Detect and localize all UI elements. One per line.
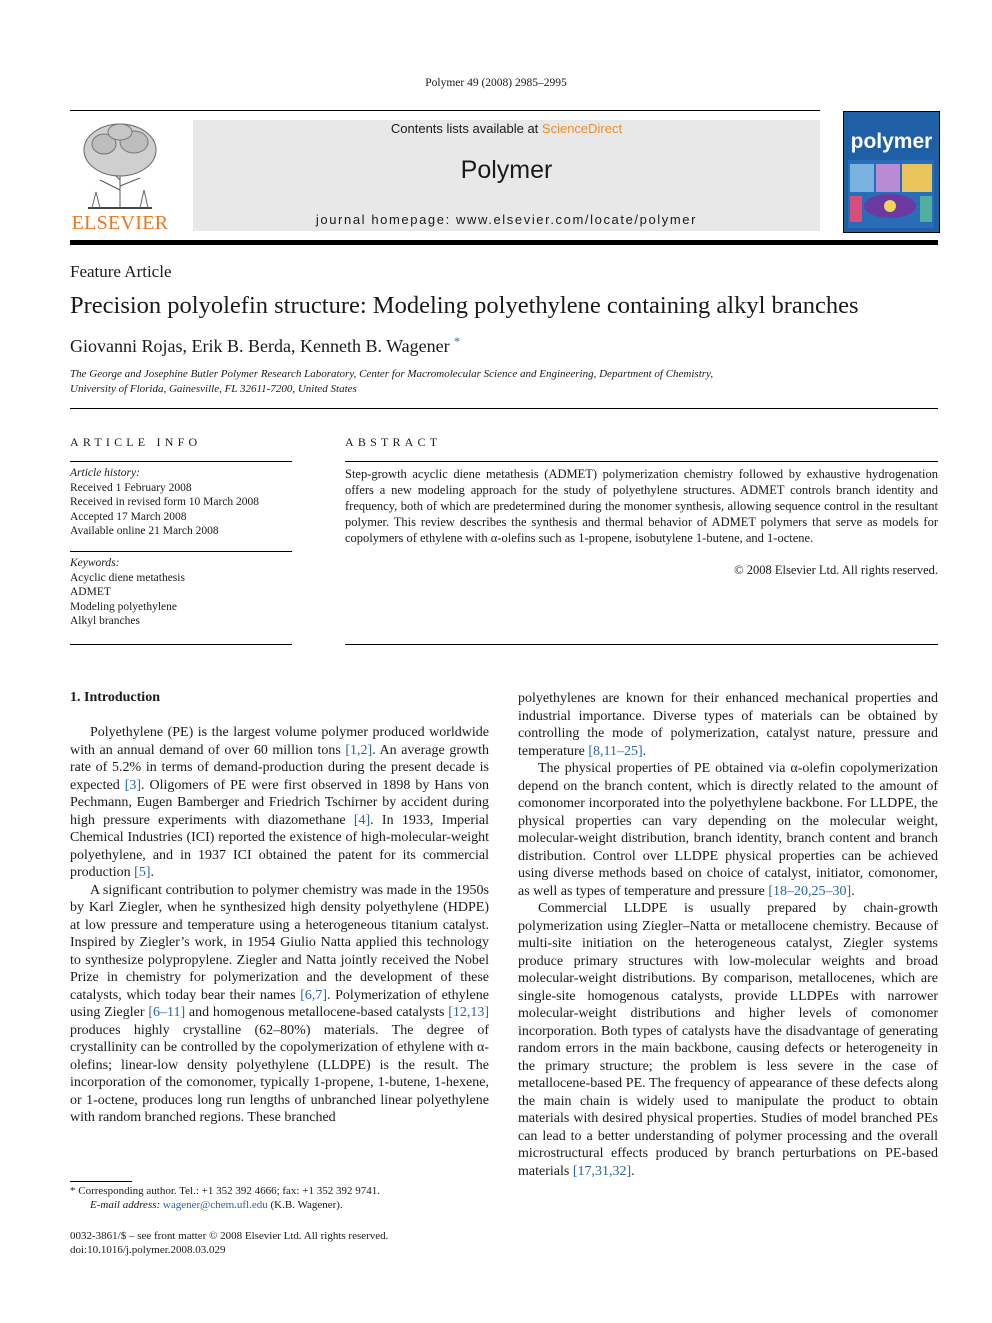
footnote-rule xyxy=(70,1181,132,1182)
abstract-heading: ABSTRACT xyxy=(345,435,442,449)
body-text: polyethylenes are known for their enhanced mechanical properties and industrial importance. Diverse types of materials can be obtained by controlling the mode of polymerization, catalyst nature, pressure and temperature xyxy=(518,691,938,759)
footnote-mark: * xyxy=(70,1185,76,1197)
reference-link[interactable]: [1,2] xyxy=(345,742,373,758)
article-info-heading: ARTICLE INFO xyxy=(70,435,202,449)
keywords xyxy=(70,556,292,629)
body-text: A significant contribution to polymer chemistry was made in the 1950s by Karl Ziegler, when he synthesized high density polyethylene (HDPE) at low pressure and temperature using a heterogeneous titanium catalyst. Inspired by Ziegler’s work, in 1954 Giulio Natta applied this technology to synthesize polypropylene. Ziegler and Natta jointly received the Nobel Prize in chemistry for polymerization and the development of these catalysts, which today bear their names xyxy=(70,882,489,1003)
history-label: Article history: xyxy=(70,467,140,479)
reference-link[interactable]: [3] xyxy=(124,777,142,793)
abstract-rule-bottom xyxy=(345,644,938,645)
body-text: . xyxy=(631,1163,635,1179)
article-info-rule-bottom xyxy=(70,644,292,645)
authors-text: Giovanni Rojas, Erik B. Berda, Kenneth B. Wagener xyxy=(70,336,450,356)
section-heading-introduction: 1. Introduction xyxy=(70,690,160,705)
history-item: Received 1 February 2008 xyxy=(70,481,192,494)
affiliation xyxy=(70,367,830,396)
cover-artwork-icon xyxy=(848,160,934,228)
keyword-item: Alkyl branches xyxy=(70,615,140,627)
reference-link[interactable]: [6,7] xyxy=(300,987,328,1003)
affiliation-line-2: University of Florida, Gainesville, FL 32611-7200, United States xyxy=(70,382,357,395)
reference-link[interactable]: [17,31,32] xyxy=(572,1163,632,1179)
reference-link[interactable]: [5] xyxy=(134,865,151,880)
body-text: . xyxy=(851,883,855,899)
body-text: produces highly crystalline (62–80%) materials. The degree of crystallinity can be controlled by the copolymerization of ethylene with α-olefins; linear-low density polyethylene (LLDPE) is the result. The incorporation of the comonomer, typically 1-propene, 1-butene, 1-hexene, or 1-octene, produces long run lengths of unbranched linear polyethylene with random branched regions. These branched xyxy=(70,1022,489,1125)
corresponding-author-mark[interactable]: * xyxy=(454,334,461,348)
keywords-label: Keywords: xyxy=(70,557,120,569)
body-paragraph xyxy=(70,882,489,1127)
history-item: Received in revised form 10 March 2008 xyxy=(70,496,260,508)
keyword-item: Acyclic diene metathesis xyxy=(70,571,185,584)
reference-link[interactable]: [6–11] xyxy=(148,1005,186,1020)
journal-cover-image[interactable] xyxy=(843,111,940,233)
section-rule xyxy=(70,408,938,409)
body-text: . xyxy=(642,743,647,759)
email-suffix: (K.B. Wagener). xyxy=(267,1199,343,1211)
doi-line[interactable]: doi:10.1016/j.polymer.2008.03.029 xyxy=(70,1244,226,1256)
body-text: . An average growth rate of 5.2% in terms of demand-production during the present decade is expected xyxy=(70,742,489,793)
article-type: Feature Article xyxy=(70,262,172,281)
issn-line: 0032-3861/$ – see front matter © 2008 Elsevier Ltd. All rights reserved. xyxy=(70,1230,389,1242)
body-paragraph xyxy=(70,724,489,882)
contents-prefix: Contents lists available at xyxy=(390,121,542,136)
body-text: Commercial LLDPE is usually prepared by chain-growth polymerization using Ziegler–Natta or metallocene chemistry. Because of multi-site initiation on the heterogeneous catalyst, Ziegler systems produce primary structures with low-molecular weights and broad molecular-weight distributions. By comparison, metallocenes, which are single-site homogenous catalysts, provide LLDPEs with narrower molecular-weight distributions and higher levels of comonomer incorporation. Both types of catalysts have the disadvantage of generating random errors in the main backbone, causing defects or heterogeneity in the primary structure; the problem is less severe in the case of metallocene-based PE. The frequency of appearance of these defects along the main chain is widely used to manipulate the product to obtain materials with desired physical properties. Studies of model branched PEs can lead to a better understanding of polymer processing and the overall microstructural effects produced by branch perturbations on PE-based materials xyxy=(518,901,938,1179)
article-history xyxy=(70,466,292,539)
journal-name: Polymer xyxy=(460,156,553,184)
abstract-copyright: © 2008 Elsevier Ltd. All rights reserved. xyxy=(734,563,938,577)
body-paragraph xyxy=(518,900,938,1180)
elsevier-tree-icon xyxy=(70,120,170,212)
body-paragraph xyxy=(518,760,938,900)
article-title: Precision polyolefin structure: Modeling polyethylene containing alkyl branches xyxy=(70,292,859,319)
keyword-item: ADMET xyxy=(70,586,111,598)
body-text: . Polymerization of ethylene using Ziegler xyxy=(70,987,489,1020)
history-item: Accepted 17 March 2008 xyxy=(70,510,187,523)
article-info-rule-top xyxy=(70,461,292,462)
body-column-left xyxy=(70,724,489,1127)
reference-link[interactable]: [18–20,25–30] xyxy=(768,883,852,899)
body-text: Polyethylene (PE) is the largest volume polymer produced worldwide with an annual demand of over 60 million tons xyxy=(70,725,489,758)
header-rule xyxy=(70,110,820,111)
history-item: Available online 21 March 2008 xyxy=(70,525,219,537)
elsevier-logo[interactable] xyxy=(70,120,170,232)
body-text: . xyxy=(150,865,154,880)
header-thick-rule xyxy=(70,240,938,245)
keyword-item: Modeling polyethylene xyxy=(70,600,177,613)
author-email-link[interactable]: wagener@chem.ufl.edu xyxy=(162,1199,268,1211)
body-text: and homogenous metallocene-based catalysts xyxy=(185,1005,449,1020)
body-text: . Oligomers of PE were first observed in 1898 by Hans von Pechmann, Eugen Bamberger and Friedrich Tschirner by accident during high pressure experiments with diazomethane xyxy=(70,777,489,828)
sciencedirect-link[interactable]: ScienceDirect xyxy=(541,121,623,136)
journal-citation: Polymer 49 (2008) 2985–2995 xyxy=(425,77,567,89)
cover-title: polymer xyxy=(850,130,933,153)
body-paragraph xyxy=(518,690,938,760)
abstract-text: Step-growth acyclic diene metathesis (ADMET) polymerization chemistry followed by exhaustive hydrogenation offers a new modeling approach for the study of polyethylene structures. ADMET controls branch identity and frequency, both of which are predetermined during the monomer synthesis, allowing sequence control in the resultant polymer. This review describes the synthesis and thermal behavior of ADMET polymers that serve as models for copolymers of ethylene with α-olefins such as 1-propene, isobutylene 1-butene, and 1-octene. xyxy=(345,467,938,545)
author-list xyxy=(70,334,460,357)
footnote xyxy=(70,1184,490,1212)
corresponding-author-note: Corresponding author. Tel.: +1 352 392 4666; fax: +1 352 392 9741. xyxy=(78,1185,380,1197)
body-text: . In 1933, Imperial Chemical Industries (ICI) reported the existence of high-molecular-weight polyethylene, and in 1937 ICI obtained the patent for its commercial production xyxy=(70,812,489,880)
elsevier-wordmark: ELSEVIER xyxy=(71,212,169,234)
body-column-right xyxy=(518,690,938,1180)
email-label: E-mail address: xyxy=(90,1199,161,1211)
reference-link[interactable]: [12,13] xyxy=(448,1005,490,1020)
journal-homepage-link[interactable]: journal homepage: www.elsevier.com/locate/polymer xyxy=(315,212,698,227)
reference-link[interactable]: [8,11–25] xyxy=(588,743,643,759)
abstract-rule-top xyxy=(345,461,938,462)
front-matter xyxy=(70,1229,490,1257)
journal-banner xyxy=(193,120,820,231)
contents-line xyxy=(193,121,820,136)
reference-link[interactable]: [4] xyxy=(353,812,371,828)
body-text: The physical properties of PE obtained via α-olefin copolymerization depend on the branch content, which is directly related to the amount of comonomer incorporated into the polyethylene backbone. For LLDPE, the physical properties can vary depending on the molecular weight, molecular-weight distribution, branch identity, branch content and branch distribution. Control over LLDPE physical properties can be achieved using diverse methods based on choice of catalyst, initiator, comonomer, as well as types of temperature and pressure xyxy=(518,761,938,899)
affiliation-line-1: The George and Josephine Butler Polymer Research Laboratory, Center for Macromolecular Science and Engineering, Department of Chemistry, xyxy=(70,368,714,380)
article-info-rule-mid xyxy=(70,551,292,552)
